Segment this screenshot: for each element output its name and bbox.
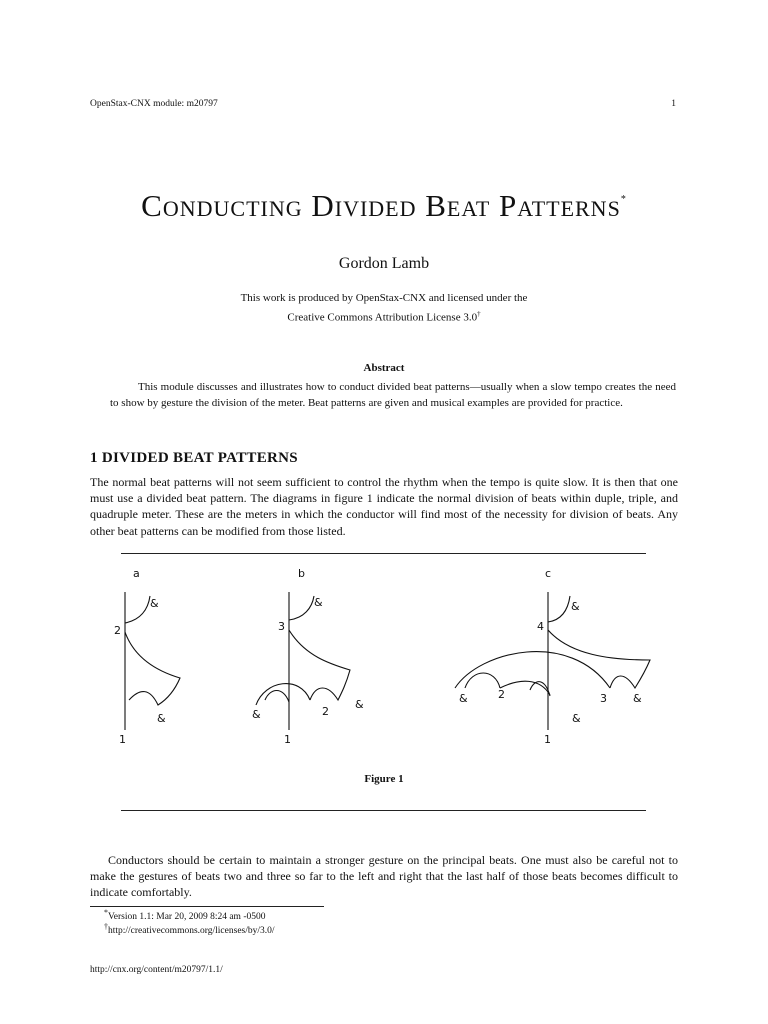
- panel-c-beat-2: 2: [498, 688, 505, 701]
- panel-c-quadruple: [455, 567, 650, 746]
- title-text: Conducting Divided Beat Patterns: [141, 188, 621, 223]
- footnote-2: [104, 922, 275, 936]
- license-line-2: [0, 306, 768, 326]
- header-module-id: OpenStax-CNX module: m20797: [90, 99, 218, 109]
- author-name: Gordon Lamb: [338, 255, 430, 272]
- footer-url[interactable]: http://cnx.org/content/m20797/1.1/: [90, 965, 223, 975]
- panel-b-curve-3and: [289, 596, 314, 620]
- license-line-2-text: Creative Commons Attribution License 3.0: [287, 311, 478, 324]
- panel-b-beat-2: 2: [322, 705, 329, 718]
- panel-b-curve-left: [256, 684, 310, 705]
- panel-a-curve-2and: [125, 596, 150, 623]
- section-heading: 1 DIVIDED BEAT PATTERNS: [90, 450, 298, 466]
- license-line-1: This work is produced by OpenStax-CNX and licensed under the: [240, 292, 528, 304]
- page-number: 1: [671, 99, 676, 109]
- section-paragraph-2: Conductors should be certain to maintain a stronger gesture on the principal beats. One must also be careful not to make the gestures of beats two and three so far to the left and right that the last half of those beats becomes difficult to indicate comfortably.: [90, 853, 678, 900]
- panel-c-arc-left: [465, 673, 500, 688]
- panel-c-and-top: &: [571, 600, 580, 613]
- panel-b-triple: [252, 567, 364, 746]
- footnote-2-mark: †: [104, 922, 108, 931]
- panel-c-beat-3: 3: [600, 692, 607, 705]
- panel-b-and-right: &: [355, 698, 364, 711]
- panel-b-beat-3: 3: [278, 620, 285, 633]
- panel-b-curve-right: [289, 630, 350, 700]
- panel-c-and-bottom: &: [572, 712, 581, 725]
- page-title: [0, 188, 768, 224]
- license-footnote-mark: †: [477, 310, 481, 318]
- footnote-rule: [90, 906, 324, 907]
- panel-c-big-arc: [455, 652, 610, 688]
- beat-pattern-diagram: [100, 560, 660, 760]
- panel-c-curve-right-top: [548, 630, 650, 688]
- panel-c-arc-small: [530, 682, 550, 696]
- footnote-1-text: Version 1.1: Mar 20, 2009 8:24 am -0500: [107, 912, 266, 923]
- panel-c-curve-4and: [548, 596, 570, 622]
- panel-a-and-top: &: [150, 597, 159, 610]
- panel-b-and-top: &: [314, 596, 323, 609]
- panel-a-beat-2: 2: [114, 624, 121, 637]
- panel-a-duple: [114, 567, 180, 746]
- panel-b-beat-1: 1: [284, 733, 291, 746]
- figure-caption: Figure 1: [364, 773, 404, 785]
- figure-bottom-rule: [121, 810, 646, 811]
- footnote-1-mark: *: [104, 908, 108, 917]
- panel-b-and-left: &: [252, 708, 261, 721]
- figure-top-rule: [121, 553, 646, 554]
- footnote-2-link[interactable]: http://creativecommons.org/licenses/by/3.0/: [107, 926, 275, 937]
- panel-b-label: b: [298, 567, 305, 580]
- panel-c-label: c: [545, 567, 552, 580]
- panel-a-label: a: [133, 567, 140, 580]
- panel-c-beat-1: 1: [544, 733, 551, 746]
- abstract-heading: Abstract: [363, 362, 405, 374]
- license-notice: [0, 290, 768, 326]
- footnote-1: [104, 908, 265, 922]
- section-paragraph-1: The normal beat patterns will not seem sufficient to control the rhythm when the tempo is quite slow. It is then that one must use a divided beat pattern. The diagrams in figure 1 indicate the normal division of beats within duple, triple, and quadruple meter. These are the meters in which the conductor will find most of the necessity for division of beats. Any other beat patterns can be modified from those listed.: [90, 475, 678, 538]
- title-footnote-mark: *: [620, 194, 627, 205]
- panel-a-beat-1: 1: [119, 733, 126, 746]
- panel-a-curve-main: [125, 632, 180, 705]
- panel-a-and-bottom: &: [157, 712, 166, 725]
- panel-c-beat-4: 4: [537, 620, 544, 633]
- panel-c-and-left: &: [459, 692, 468, 705]
- panel-c-and-right: &: [633, 692, 642, 705]
- abstract-body: This module discusses and illustrates how to conduct divided beat patterns—usually when a slow tempo creates the need to show by gesture the division of the meter. Beat patterns are given and musical examples are provided for practice.: [110, 381, 676, 409]
- panel-b-curve-inner: [265, 691, 289, 703]
